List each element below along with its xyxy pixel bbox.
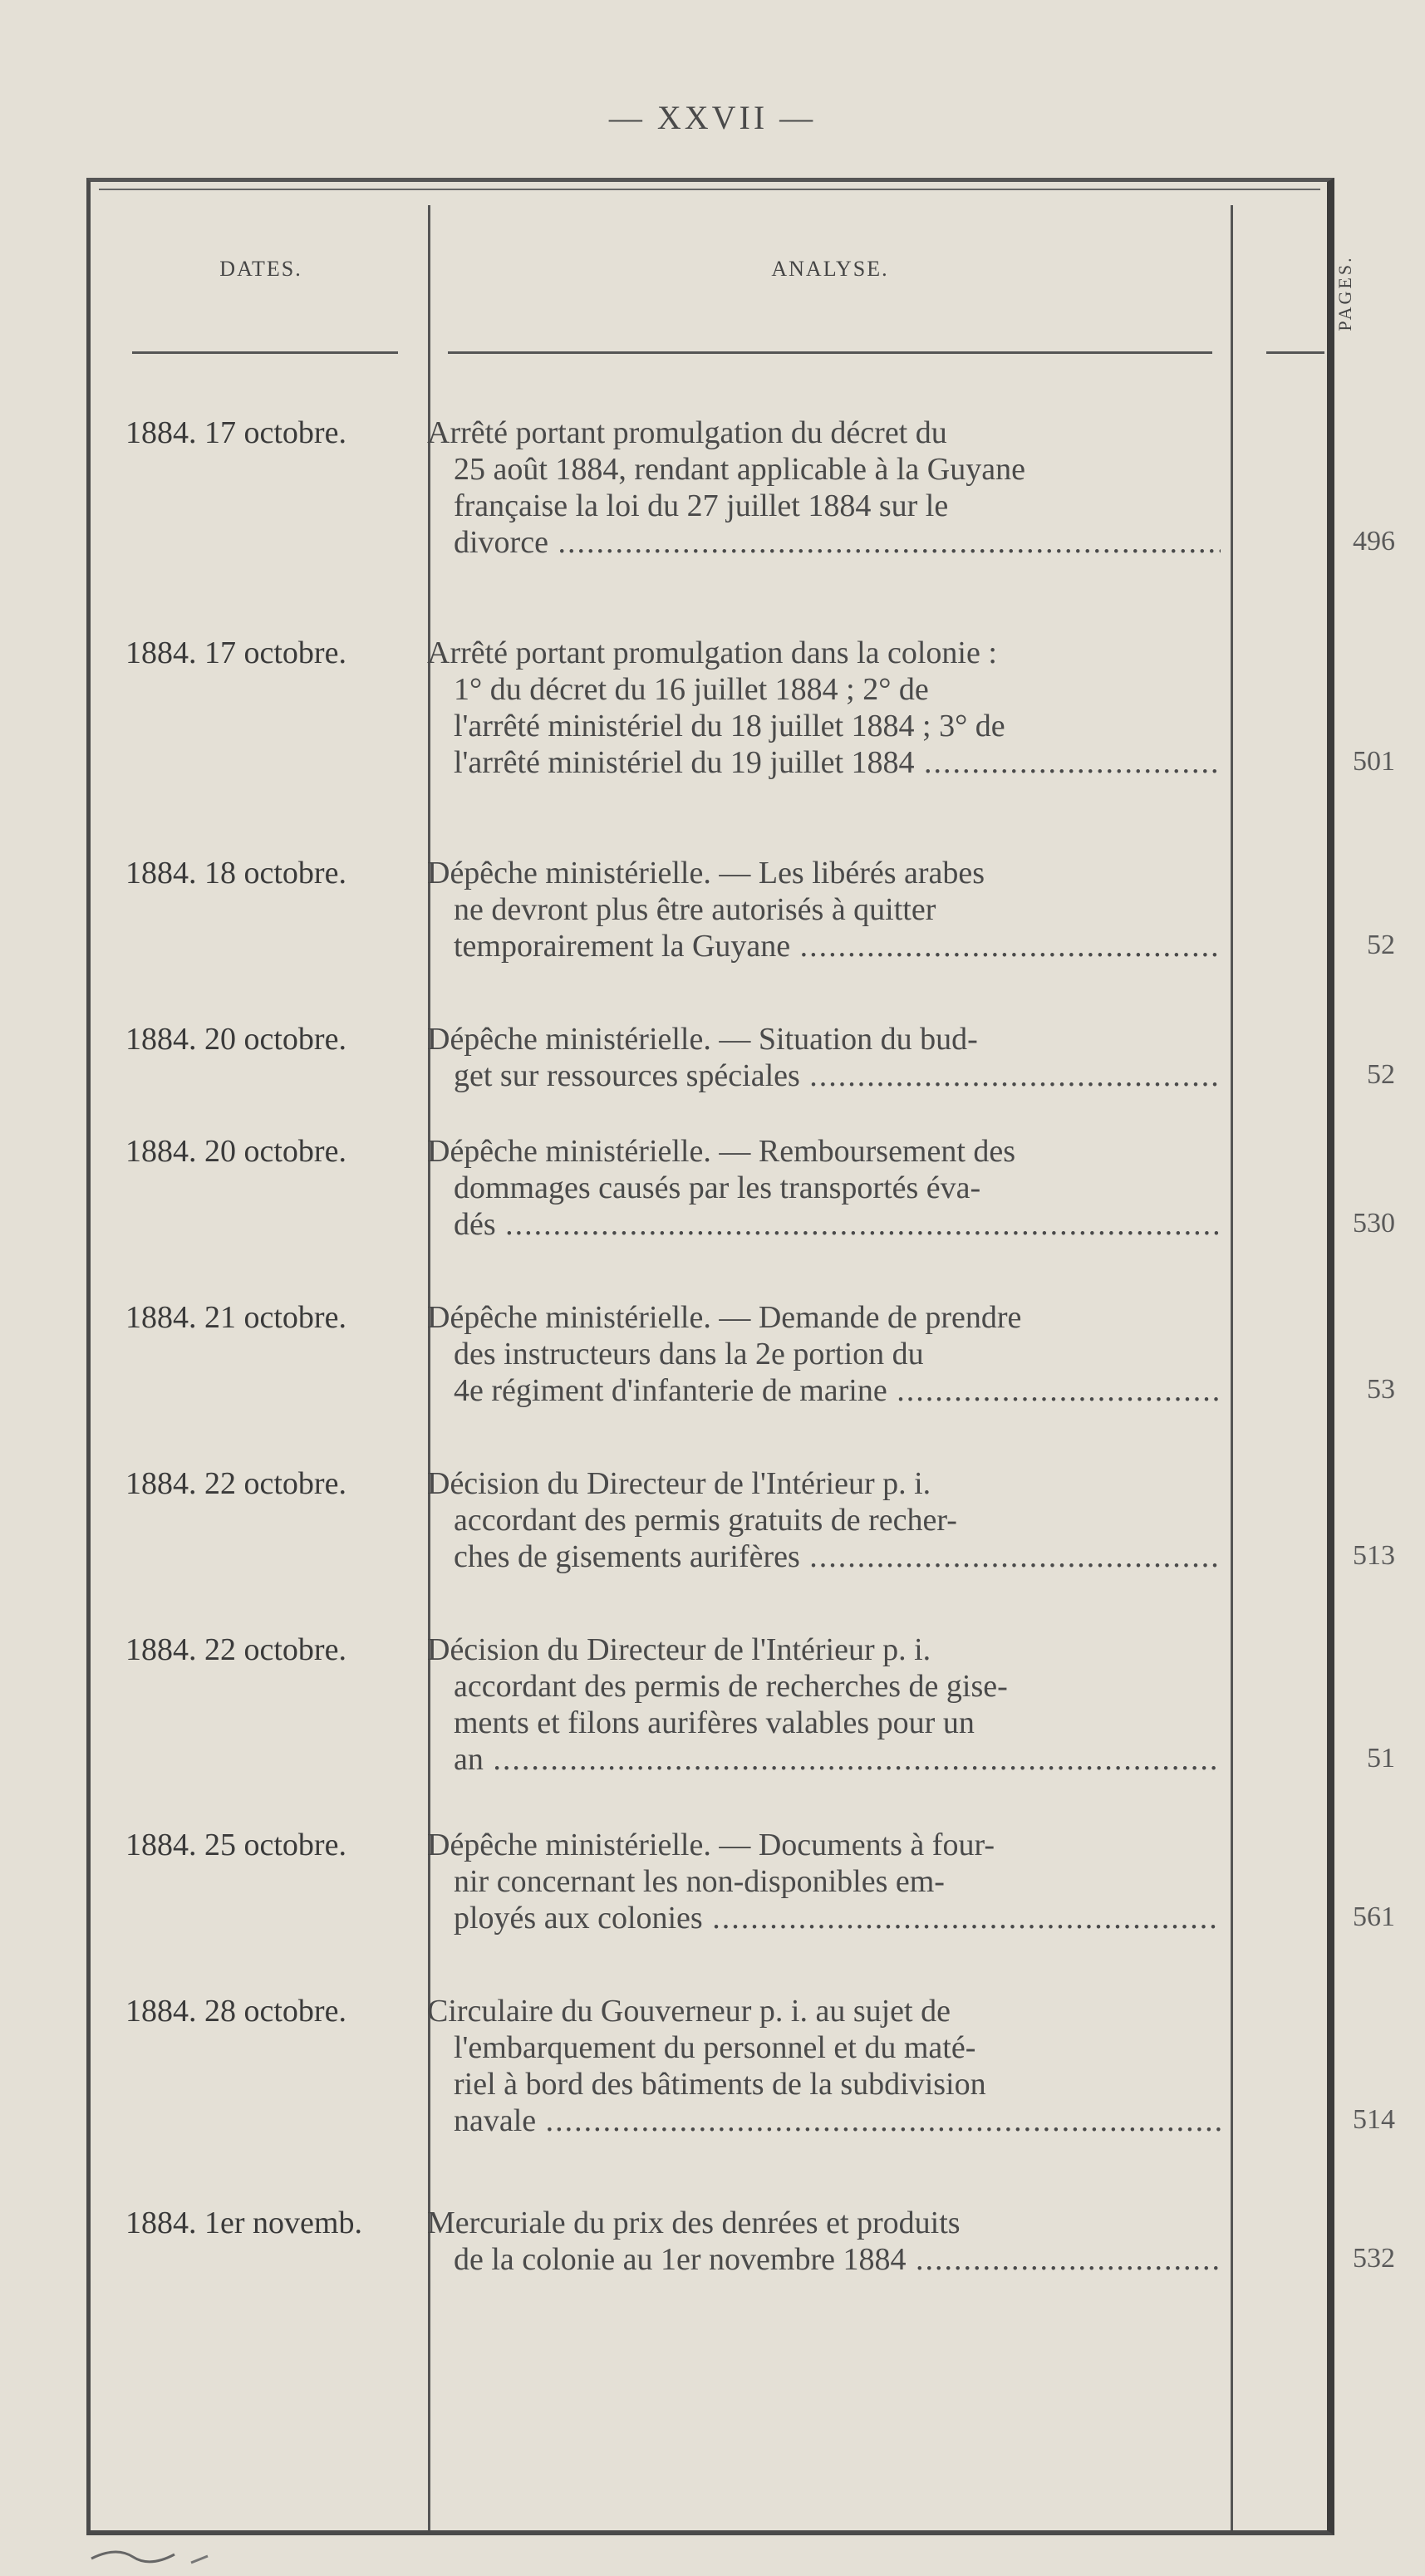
analysis-line: Arrêté portant promulgation du décret du (427, 415, 947, 450)
page-number-header: — XXVII — (608, 99, 817, 136)
row-page-number: 53 (1367, 1374, 1395, 1405)
analysis-line: 1° du décret du 16 juillet 1884 ; 2° de (454, 672, 929, 707)
row-analysis (427, 415, 1221, 561)
analysis-line: de la colonie au 1er novembre 1884 ..... (427, 2241, 1221, 2278)
analysis-line: nir concernant les non-disponibles em- (454, 1864, 945, 1899)
analysis-line: ployés aux colonies ..... (427, 1900, 1221, 1936)
analysis-line: Dépêche ministérielle. — Situation du bud- (427, 1022, 978, 1057)
analysis-line: l'arrêté ministériel du 18 juillet 1884 ; 3° de (454, 709, 1005, 743)
analysis-line: ne devront plus être autorisés à quitter (454, 892, 936, 927)
analysis-line: temporairement la Guyane ..... (427, 928, 1221, 964)
analysis-line: an ..... (427, 1741, 1221, 1778)
column-header-dates: DATES. (219, 257, 302, 281)
row-page-number: 496 (1353, 526, 1395, 557)
analysis-line: Arrêté portant promulgation dans la colonie : (427, 635, 997, 670)
analysis-line: get sur ressources spéciales ..... (427, 1057, 1221, 1094)
analysis-line: ments et filons aurifères valables pour un (454, 1705, 975, 1740)
row-date: 1884. 28 octobre. (125, 1994, 346, 2029)
analysis-line: Décision du Directeur de l'Intérieur p. i. (427, 1632, 931, 1667)
analysis-line: l'arrêté ministériel du 19 juillet 1884 ..... (427, 744, 1221, 781)
analysis-line: Dépêche ministérielle. — Documents à four- (427, 1828, 995, 1862)
row-page-number: 52 (1367, 1059, 1395, 1090)
row-page-number: 514 (1353, 2104, 1395, 2135)
row-page-number: 532 (1353, 2243, 1395, 2274)
analysis-line: Dépêche ministérielle. — Remboursement des (427, 1134, 1016, 1169)
row-page-number: 51 (1367, 1743, 1395, 1774)
row-page-number: 52 (1367, 930, 1395, 960)
row-date: 1884. 1er novemb. (125, 2206, 362, 2240)
row-page-number: 513 (1353, 1540, 1395, 1571)
row-date: 1884. 17 octobre. (125, 415, 346, 450)
row-date: 1884. 22 octobre. (125, 1632, 346, 1667)
column-header-analysis: ANALYSE. (771, 257, 889, 281)
row-analysis (427, 635, 1221, 781)
row-page-number: 501 (1353, 746, 1395, 777)
table-top-rule (99, 189, 1320, 190)
column-header-pages-label: PAGES. (1334, 255, 1355, 331)
row-analysis (427, 1993, 1221, 2139)
row-analysis (427, 1465, 1221, 1575)
row-page-number: 530 (1353, 1208, 1395, 1239)
analysis-line: accordant des permis de recherches de gise- (454, 1669, 1008, 1704)
analysis-line: 25 août 1884, rendant applicable à la Guyane (454, 452, 1025, 487)
column-divider-analysis (1231, 205, 1233, 2530)
row-page-number: 561 (1353, 1901, 1395, 1932)
row-analysis (427, 1021, 1221, 1094)
row-date: 1884. 20 octobre. (125, 1022, 346, 1057)
row-analysis (427, 855, 1221, 964)
row-date: 1884. 18 octobre. (125, 856, 346, 891)
analysis-line: dommages causés par les transportés éva- (454, 1170, 981, 1205)
header-underline-pages (1266, 351, 1324, 354)
row-date: 1884. 21 octobre. (125, 1300, 346, 1335)
row-analysis (427, 1133, 1221, 1243)
analysis-line: Décision du Directeur de l'Intérieur p. i. (427, 1466, 931, 1501)
analysis-line: dés ..... (427, 1206, 1221, 1243)
row-analysis (427, 1631, 1221, 1778)
index-table (86, 178, 1395, 2535)
analysis-line: Mercuriale du prix des denrées et produits (427, 2206, 961, 2240)
analysis-line: Dépêche ministérielle. — Les libérés arabes (427, 856, 985, 891)
header-underline-analysis (448, 351, 1212, 354)
row-analysis (427, 1827, 1221, 1936)
analysis-line: l'embarquement du personnel et du maté- (454, 2030, 976, 2065)
row-date: 1884. 25 octobre. (125, 1828, 346, 1862)
analysis-line: Dépêche ministérielle. — Demande de prendre (427, 1300, 1022, 1335)
row-analysis (427, 2205, 1221, 2278)
handwritten-marks (83, 2542, 332, 2575)
header-underline-dates (132, 351, 398, 354)
analysis-line: Circulaire du Gouverneur p. i. au sujet de (427, 1994, 951, 2029)
row-date: 1884. 17 octobre. (125, 635, 346, 670)
analysis-line: riel à bord des bâtiments de la subdivision (454, 2067, 986, 2102)
row-analysis (427, 1299, 1221, 1409)
analysis-line: française la loi du 27 juillet 1884 sur le (454, 488, 949, 523)
column-header-pages (1295, 235, 1395, 351)
row-date: 1884. 20 octobre. (125, 1134, 346, 1169)
analysis-line: navale ..... (427, 2103, 1221, 2139)
analysis-line: accordant des permis gratuits de recher- (454, 1503, 957, 1538)
analysis-line: ches de gisements aurifères ..... (427, 1538, 1221, 1575)
analysis-line: 4e régiment d'infanterie de marine ..... (427, 1372, 1221, 1409)
analysis-line: divorce ..... (427, 524, 1221, 561)
analysis-line: des instructeurs dans la 2e portion du (454, 1337, 924, 1371)
row-date: 1884. 22 octobre. (125, 1466, 346, 1501)
